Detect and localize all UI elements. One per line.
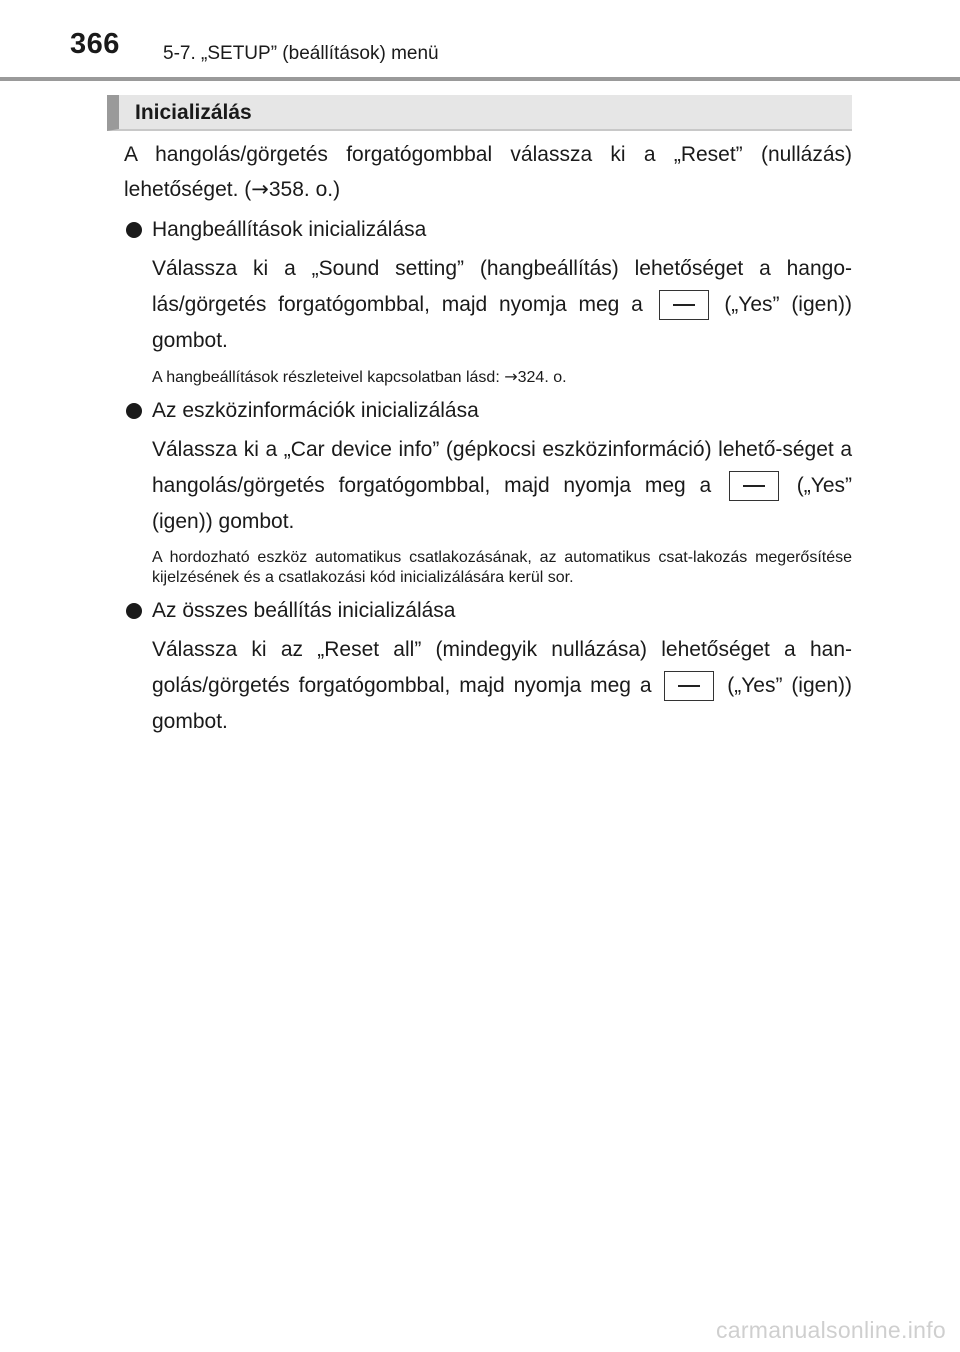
bullet-note: A hangbeállítások részleteivel kapcsolatban lásd: →324. o. (152, 367, 567, 386)
yes-button-icon (664, 671, 714, 701)
header-rule (0, 77, 960, 81)
bullet-heading: Az összes beállítás inicializálása (124, 596, 852, 626)
bullet-heading: Az eszközinformációk inicializálása (124, 396, 852, 426)
section-title: Inicializálás (135, 101, 252, 124)
bullet-item-sound (124, 215, 852, 388)
bullet-icon (126, 603, 142, 619)
page-number: 366 (70, 28, 120, 60)
bullet-body: Válassza ki a „Car device info” (gépkocsi eszközinformáció) lehető-séget a hangolás/görgetés forgatógombbal, majd nyomja meg a („Yes” (igen)) gombot. (152, 438, 852, 533)
bullet-body: Válassza ki az „Reset all” (mindegyik nullázása) lehetőséget a han-golás/görgetés forgatógombbal, majd nyomja meg a („Yes” (igen)) gombot. (152, 638, 853, 733)
bullet-icon (126, 222, 142, 238)
bullet-item-device-info (124, 396, 852, 588)
yes-button-icon (659, 290, 709, 320)
arrow-icon: → (251, 177, 269, 201)
bullet-icon (126, 403, 142, 419)
section-bar (107, 95, 852, 131)
bullet-body: Válassza ki a „Sound setting” (hangbeállítás) lehetőséget a hango-lás/görgetés forgatógombbal, majd nyomja meg a („Yes” (igen)) gombot. (152, 257, 852, 352)
intro-paragraph: A hangolás/görgetés forgatógombbal válassza ki a „Reset” (nullázás) lehetőséget. (→358. o.) (124, 143, 852, 201)
yes-button-icon (729, 471, 779, 501)
bullet-heading: Hangbeállítások inicializálása (124, 215, 852, 245)
watermark: carmanualsonline.info (715, 1317, 946, 1343)
arrow-icon: → (504, 367, 518, 386)
content (124, 138, 852, 740)
bullet-note: A hordozható eszköz automatikus csatlakozásának, az automatikus csat-lakozás megerősítése kijelzésének és a csatlakozási kód inicializálására kerül sor. (152, 549, 852, 586)
chapter-title: 5-7. „SETUP” (beállítások) menü (163, 43, 439, 64)
bullet-item-reset-all (124, 596, 852, 740)
